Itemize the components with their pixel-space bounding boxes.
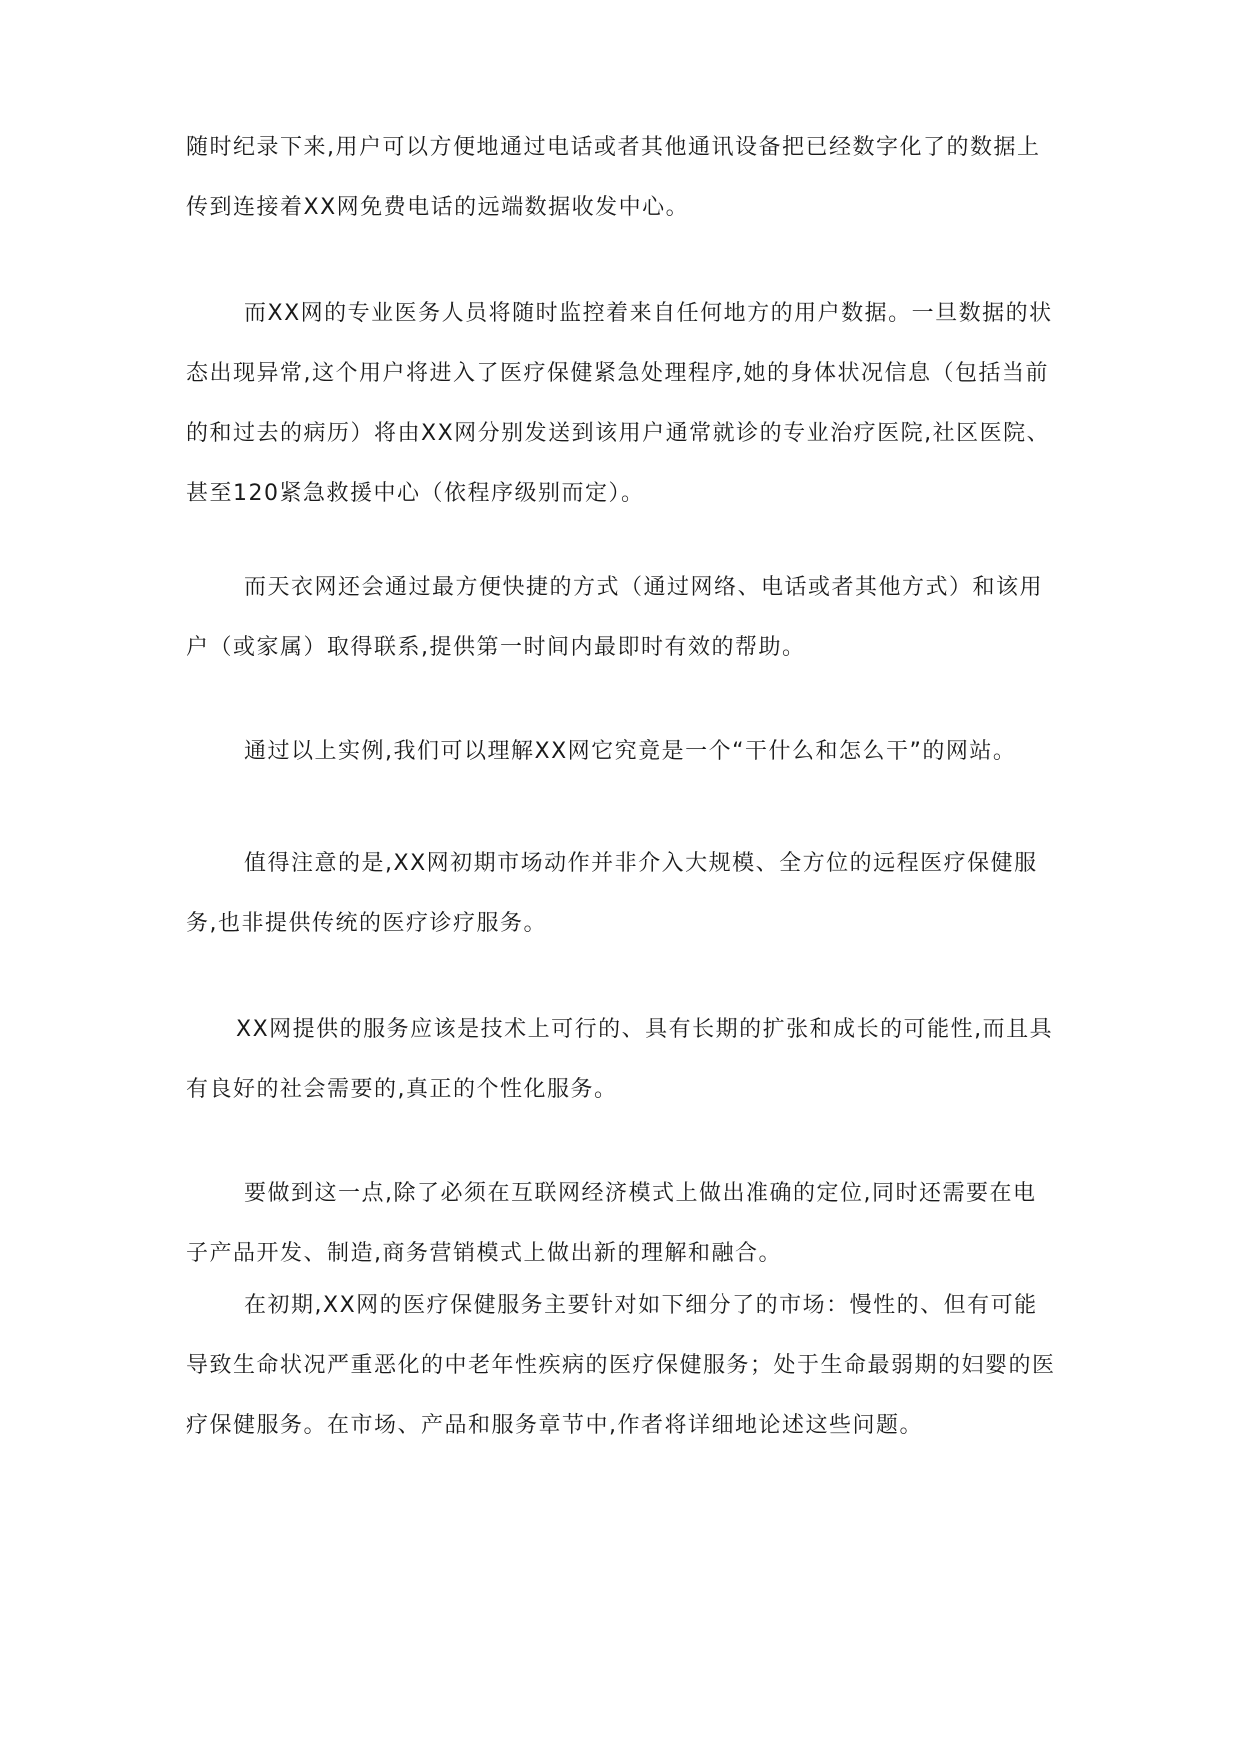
paragraph-4: 通过以上实例,我们可以理解XX网它究竟是一个“干什么和怎么干”的网站。 [244, 739, 1017, 764]
paragraph-6: XX网提供的服务应该是技术上可行的、具有长期的扩张和成长的可能性,而且具有良好的社会需要的,真正的个性化服务。 [186, 1017, 1054, 1102]
paragraph-3: 而天衣网还会通过最方便快捷的方式（通过网络、电话或者其他方式）和该用户（或家属）取得联系,提供第一时间内最即时有效的帮助。 [186, 575, 1044, 660]
paragraph-1: 随时纪录下来,用户可以方便地通过电话或者其他通讯设备把已经数字化了的数据上传到连接着XX网免费电话的远端数据收发中心。 [186, 135, 1041, 220]
paragraph-8: 在初期,XX网的医疗保健服务主要针对如下细分了的市场：慢性的、但有可能导致生命状况严重恶化的中老年性疾病的医疗保健服务；处于生命最弱期的妇婴的医疗保健服务。在市场、产品和服务章节中,作者将详细地论述这些问题。 [186, 1293, 1056, 1438]
paragraph-2: 而XX网的专业医务人员将随时监控着来自任何地方的用户数据。一旦数据的状态出现异常,这个用户将进入了医疗保健紧急处理程序,她的身体状况信息（包括当前的和过去的病历）将由XX网分别发送到该用户通常就诊的专业治疗医院,社区医院、甚至120紧急救援中心（依程序级别而定）。 [186, 301, 1053, 506]
paragraph-7: 要做到这一点,除了必须在互联网经济模式上做出准确的定位,同时还需要在电子产品开发、制造,商务营销模式上做出新的理解和融合。 [186, 1181, 1037, 1266]
paragraph-5: 值得注意的是,XX网初期市场动作并非介入大规模、全方位的远程医疗保健服务,也非提供传统的医疗诊疗服务。 [186, 851, 1038, 936]
